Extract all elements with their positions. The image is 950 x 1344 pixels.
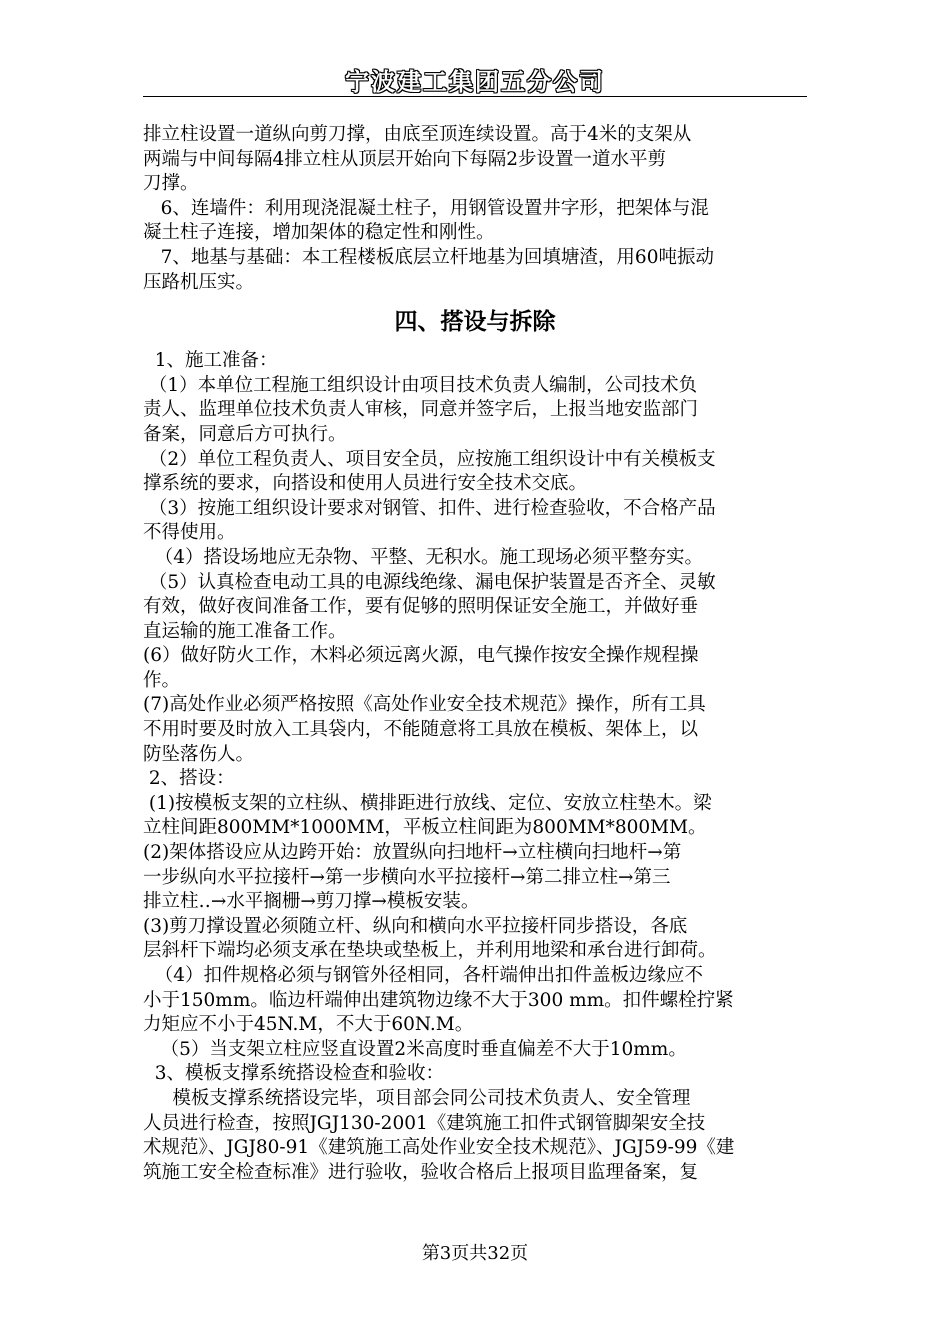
top-paragraphs — [143, 123, 807, 295]
text-line: （2）单位工程负责人、项目安全员，应按施工组织设计中有关模板支 — [143, 448, 716, 470]
text-line: (6）做好防火工作，木料必须远离火源，电气操作按安全操作规程操 — [143, 645, 699, 667]
text-line: 责人、监理单位技术负责人审核，同意并签字后，上报当地安监部门 — [143, 399, 699, 421]
text-line: 撑系统的要求，向搭设和使用人员进行安全技术交底。 — [143, 473, 588, 495]
text-line: （4）搭设场地应无杂物、平整、无积水。施工现场必须平整夯实。 — [143, 546, 704, 568]
text-line: 筑施工安全检查标准》进行验收，验收合格后上报项目监理备案，复 — [143, 1161, 699, 1183]
text-line: 备案，同意后方可执行。 — [143, 423, 347, 445]
text-line: 不得使用。 — [143, 522, 236, 544]
text-line: 小于150mm。临边杆端伸出建筑物边缘不大于300 mm。扣件螺栓拧紧 — [143, 989, 734, 1011]
text-line: 凝土柱子连接，增加架体的稳定性和刚性。 — [143, 222, 495, 244]
text-line: （5）认真检查电动工具的电源线绝缘、漏电保护装置是否齐全、灵敏 — [143, 571, 716, 593]
text-line: 2、搭设： — [143, 768, 235, 790]
text-line: 立柱间距800MM*1000MM，平板立柱间距为800MM*800MM。 — [143, 817, 707, 839]
text-line: 作。 — [143, 669, 181, 691]
page-footer: 第3页共32页 — [421, 1243, 529, 1264]
text-line: （3）按施工组织设计要求对钢管、扣件、进行检查验收，不合格产品 — [143, 497, 716, 519]
text-line: 排立柱设置一道纵向剪刀撑，由底至顶连续设置。高于4米的支架从 — [143, 124, 692, 145]
text-line: 排立柱‥→水平搁栅→剪刀撑→模板安装。 — [143, 891, 480, 913]
section-title: 四、搭设与拆除 — [394, 309, 556, 336]
body-paragraphs — [143, 349, 807, 1185]
text-line: （1）本单位工程施工组织设计由项目技术负责人编制，公司技术负 — [143, 374, 698, 396]
text-line: 模板支撑系统搭设完毕，项目部会同公司技术负责人、安全管理 — [143, 1087, 691, 1109]
company-header: 宁波建工集团五分公司 — [345, 68, 605, 96]
text-line: 力矩应不小于45N.M，不大于60N.M。 — [143, 1014, 474, 1036]
text-line: (3)剪刀撑设置必须随立杆、纵向和横向水平拉接杆同步搭设，各底 — [143, 915, 688, 937]
text-line: 7、地基与基础：本工程楼板底层立杆地基为回填塘渣，用60吨振动 — [143, 246, 714, 268]
text-line: 术规范》、JGJ80-91《建筑施工高处作业安全技术规范》、JGJ59-99《建 — [143, 1137, 735, 1159]
text-line: 1、施工准备： — [143, 350, 278, 372]
text-line: 人员进行检查，按照JGJ130-2001《建筑施工扣件式钢管脚架安全技 — [143, 1112, 706, 1134]
text-line: 刀撑。 — [143, 173, 199, 195]
text-line: 防坠落伤人。 — [143, 743, 255, 765]
header-divider — [143, 96, 807, 97]
text-line: (2)架体搭设应从边跨开始：放置纵向扫地杆→立柱横向扫地杆→第 — [143, 842, 682, 864]
text-line: 直运输的施工准备工作。 — [143, 620, 347, 642]
text-line: 不用时要及时放入工具袋内，不能随意将工具放在模板、架体上，以 — [143, 719, 699, 741]
text-line: （4）扣件规格必须与钢管外径相同，各杆端伸出扣件盖板边缘应不 — [143, 965, 704, 986]
text-line: （5）当支架立柱应竖直设置2米高度时垂直偏差不大于10mm。 — [143, 1038, 687, 1060]
text-line: (7)高处作业必须严格按照《高处作业安全技术规范》操作，所有工具 — [143, 694, 706, 716]
text-line: 6、连墙件：利用现浇混凝土柱子，用钢管设置井字形，把架体与混 — [143, 197, 709, 219]
text-line: 3、模板支撑系统搭设检查和验收： — [143, 1063, 445, 1085]
text-line: 有效，做好夜间准备工作，要有促够的照明保证安全施工，并做好垂 — [143, 596, 699, 618]
text-line: (1)按模板支架的立柱纵、横排距进行放线、定位、安放立柱垫木。梁 — [143, 792, 712, 814]
text-line: 压路机压实。 — [143, 271, 255, 293]
text-line: 两端与中间每隔4排立柱从顶层开始向下每隔2步设置一道水平剪 — [143, 148, 667, 170]
text-line: 层斜杆下端均必须支承在垫块或垫板上，并利用地梁和承台进行卸荷。 — [143, 940, 717, 962]
page-body — [143, 123, 807, 1185]
text-line: 一步纵向水平拉接杆→第一步横向水平拉接杆→第二排立柱→第三 — [143, 866, 671, 888]
